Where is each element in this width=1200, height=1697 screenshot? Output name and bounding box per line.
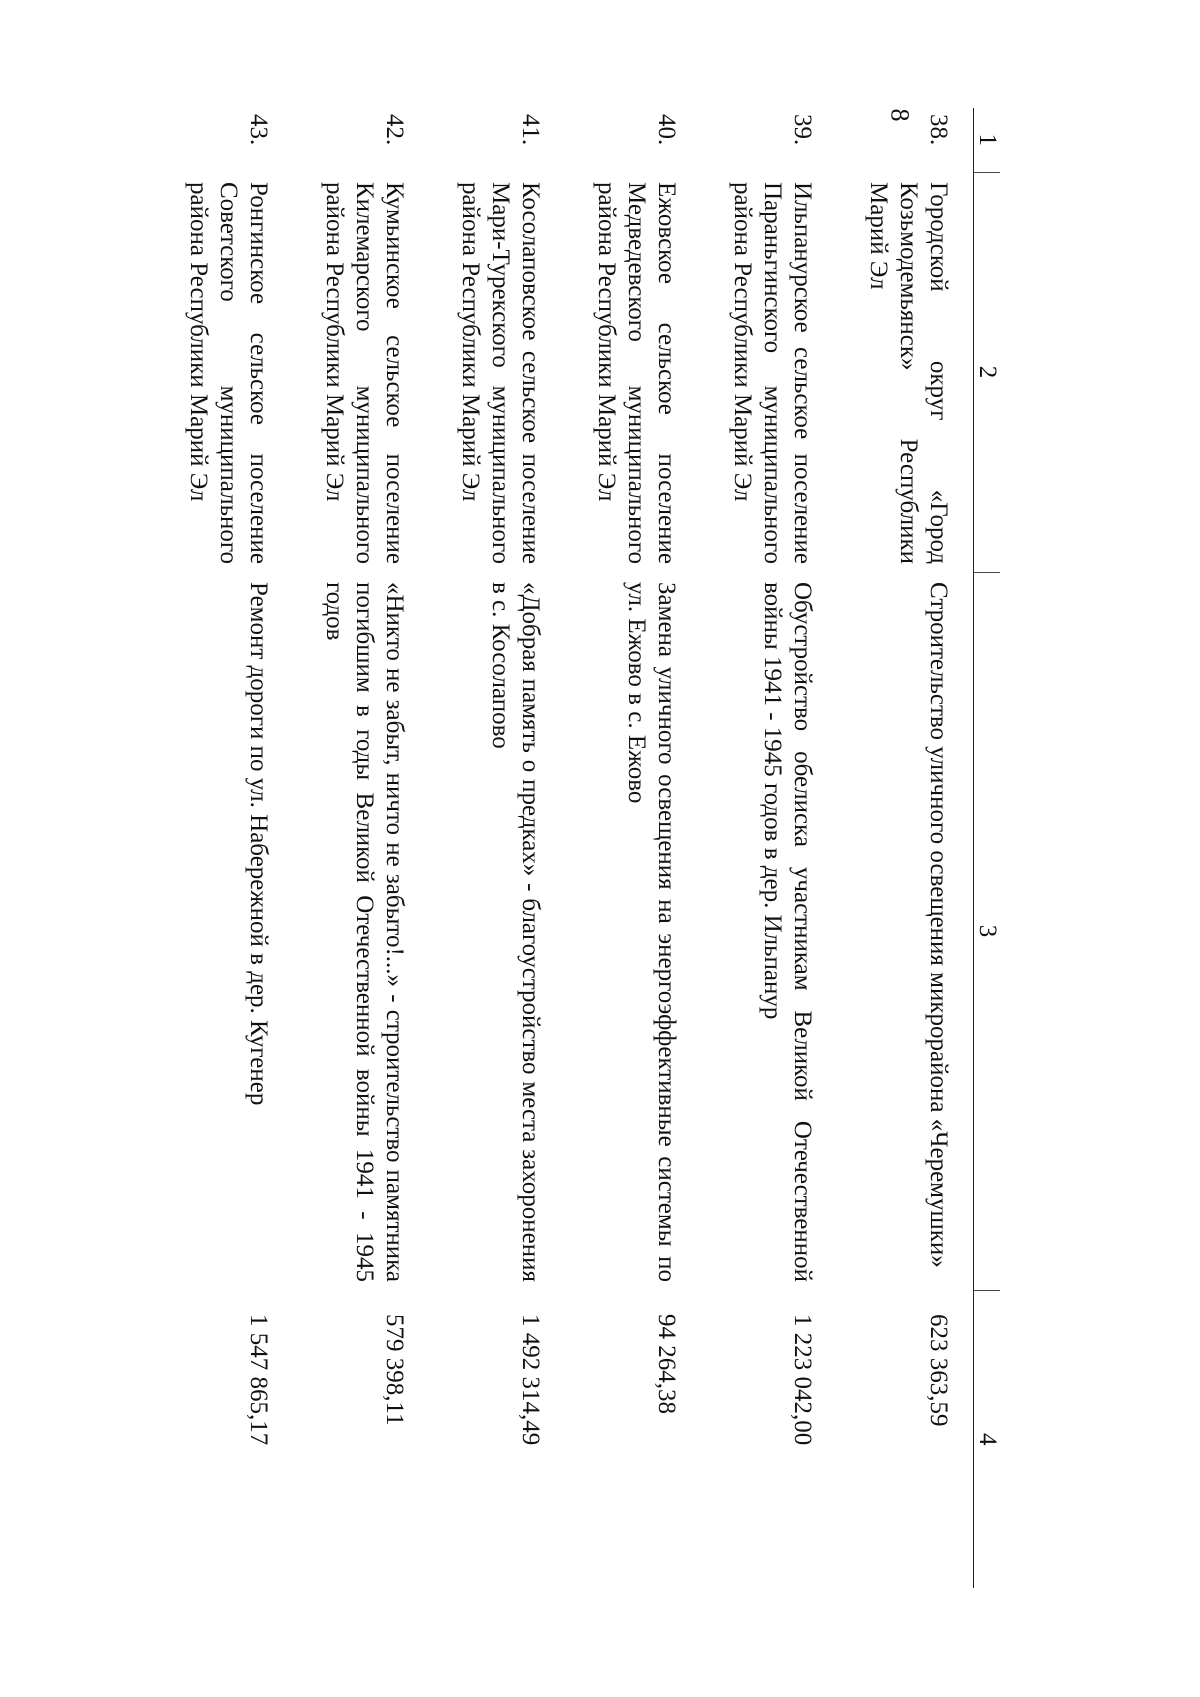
amount-cell: 579 398,11 — [381, 1314, 408, 1426]
row-number: 39. — [789, 114, 816, 146]
table-row — [157, 108, 293, 1588]
municipality-cell: Кумьинское сельское поселение Килемарского муниципального района Республики Марий Эл — [321, 182, 408, 564]
amount-cell: 1 492 314,49 — [517, 1314, 544, 1446]
row-number: 41. — [517, 114, 544, 146]
column-header: 2 — [974, 172, 1001, 572]
amount-cell: 623 363,59 — [925, 1314, 952, 1427]
project-cell: «Никто не забыт, ничто не забыто!...» - строительство памятника погибшим в годы Великой Отечественной войны 1941 - 1945 годов — [321, 582, 408, 1282]
municipality-cell: Косолаповское сельское поселение Мари-Турекского муниципального района Республики Марий Эл — [457, 182, 544, 564]
page-number: 8 — [885, 108, 915, 122]
project-cell: Строительство уличного освещения микрорайона «Черемушки» — [925, 582, 952, 1268]
amount-cell: 1 223 042,00 — [789, 1314, 816, 1446]
municipality-cell: Ежовское сельское поселение Медведевского муниципального района Республики Марий Эл — [593, 182, 680, 564]
project-cell: Ремонт дороги по ул. Набережной в дер. Кугенер — [245, 582, 272, 1106]
municipality-cell: Ронгинское сельское поселение Советского муниципального района Республики Марий Эл — [185, 182, 272, 564]
project-cell: «Добрая память о предках» - благоустройство места захоронения в с. Косолапово — [487, 582, 544, 1282]
column-header: 3 — [974, 572, 1001, 1290]
projects-table — [157, 108, 1000, 1588]
row-number: 42. — [381, 114, 408, 146]
amount-cell: 1 547 865,17 — [245, 1314, 272, 1446]
column-header: 4 — [974, 1290, 1001, 1588]
project-cell: Замена уличного освещения на энергоэффективные системы по ул. Ежово в с. Ежово — [623, 582, 680, 1282]
project-cell: Обустройство обелиска участникам Великой Отечественной войны 1941 - 1945 годов в дер. Ильпанур — [759, 582, 816, 1282]
municipality-cell: Городской округ «Город Козьмодемьянск» Республики Марий Эл — [865, 182, 952, 564]
municipality-cell: Ильпанурское сельское поселение Параньгинского муниципального района Республики Марий Эл — [729, 182, 816, 564]
row-number: 43. — [245, 114, 272, 146]
table-row — [565, 108, 701, 1588]
table-row — [293, 108, 429, 1588]
table-row — [429, 108, 565, 1588]
table-row — [701, 108, 837, 1588]
row-number: 40. — [653, 114, 680, 146]
table-header-row — [974, 108, 1001, 1588]
rotated-table-wrapper — [185, 108, 1001, 1588]
table-row — [837, 108, 974, 1588]
row-number: 38. — [925, 114, 952, 146]
column-header: 1 — [974, 108, 1001, 172]
amount-cell: 94 264,38 — [653, 1314, 680, 1414]
